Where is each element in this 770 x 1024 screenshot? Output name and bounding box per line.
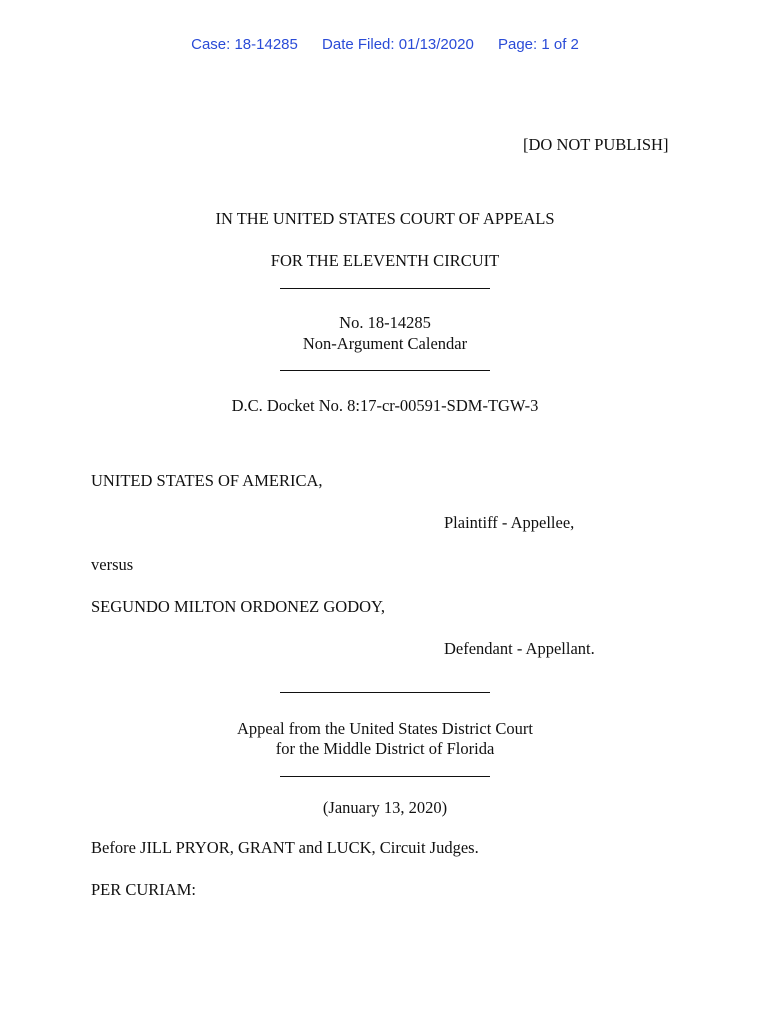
defendant-role: Defendant - Appellant. bbox=[444, 639, 595, 658]
page-count-header: Page: 1 of 2 bbox=[497, 36, 579, 53]
appeal-line-1: Appeal from the United States District Court bbox=[236, 719, 534, 738]
versus-label: versus bbox=[91, 555, 134, 574]
case-number-header: Case: 18-14285 bbox=[191, 36, 298, 53]
plaintiff-name: UNITED STATES OF AMERICA, bbox=[91, 471, 323, 490]
divider-rule bbox=[280, 776, 490, 777]
docket-number: D.C. Docket No. 8:17-cr-00591-SDM-TGW-3 bbox=[231, 396, 539, 415]
case-header bbox=[0, 36, 770, 53]
defendant-name: SEGUNDO MILTON ORDONEZ GODOY, bbox=[91, 597, 385, 616]
divider-rule bbox=[280, 370, 490, 371]
publish-note: [DO NOT PUBLISH] bbox=[523, 135, 669, 154]
panel-judges: Before JILL PRYOR, GRANT and LUCK, Circuit Judges. bbox=[91, 838, 479, 857]
divider-rule bbox=[280, 692, 490, 693]
case-number: No. 18-14285 bbox=[339, 313, 431, 332]
plaintiff-role: Plaintiff - Appellee, bbox=[444, 513, 575, 532]
decision-date: (January 13, 2020) bbox=[322, 798, 448, 817]
circuit-name: FOR THE ELEVENTH CIRCUIT bbox=[270, 251, 500, 270]
appeal-line-2: for the Middle District of Florida bbox=[275, 739, 495, 758]
per-curiam-heading: PER CURIAM: bbox=[91, 880, 196, 899]
divider-rule bbox=[280, 288, 490, 289]
date-filed-header: Date Filed: 01/13/2020 bbox=[322, 36, 474, 53]
calendar-type: Non-Argument Calendar bbox=[302, 334, 468, 353]
court-name: IN THE UNITED STATES COURT OF APPEALS bbox=[215, 209, 555, 228]
